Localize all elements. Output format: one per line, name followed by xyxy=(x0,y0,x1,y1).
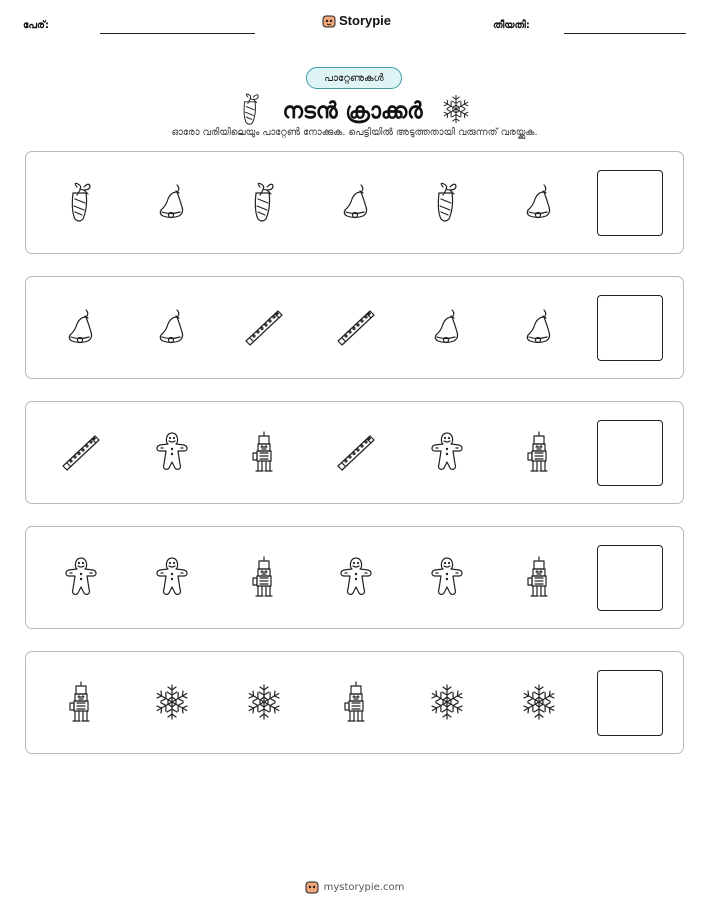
flute-icon xyxy=(60,430,102,474)
bell-icon xyxy=(518,305,560,349)
gingerbread-icon xyxy=(335,555,377,599)
bell-icon xyxy=(518,180,560,224)
snowflake-icon xyxy=(518,680,560,724)
flute-icon xyxy=(335,305,377,349)
bell-icon xyxy=(60,305,102,349)
pattern-row xyxy=(25,151,684,254)
flute-icon xyxy=(243,305,285,349)
gingerbread-icon xyxy=(151,555,193,599)
pattern-row xyxy=(25,401,684,504)
pattern-row xyxy=(25,276,684,379)
nutcracker-icon xyxy=(243,555,285,599)
answer-box[interactable] xyxy=(597,545,663,611)
answer-box[interactable] xyxy=(597,670,663,736)
bell-icon xyxy=(426,305,468,349)
flute-icon xyxy=(335,430,377,474)
category-tag: പാറ്റേണുകൾ xyxy=(306,67,402,89)
page-title: നടൻ ക്രാക്കർ xyxy=(282,98,423,124)
nutcracker-icon xyxy=(243,430,285,474)
ballet-slipper-icon xyxy=(426,180,468,224)
date-label: തീയതി: xyxy=(493,20,530,31)
snowflake-icon xyxy=(151,680,193,724)
name-label: പേര്: xyxy=(23,20,49,31)
ballet-slipper-icon xyxy=(60,180,102,224)
snowflake-icon xyxy=(426,680,468,724)
gingerbread-icon xyxy=(151,430,193,474)
nutcracker-icon xyxy=(60,680,102,724)
bell-icon xyxy=(151,305,193,349)
storypie-mascot-icon xyxy=(305,880,319,894)
pattern-row xyxy=(25,526,684,629)
nutcracker-icon xyxy=(518,430,560,474)
gingerbread-icon xyxy=(426,555,468,599)
nutcracker-icon xyxy=(518,555,560,599)
storypie-mascot-icon xyxy=(322,14,336,28)
answer-box[interactable] xyxy=(597,295,663,361)
ballet-slipper-icon xyxy=(243,180,285,224)
name-field[interactable] xyxy=(100,33,255,34)
bell-icon xyxy=(151,180,193,224)
pattern-row xyxy=(25,651,684,754)
date-field[interactable] xyxy=(564,33,686,34)
footer-url: mystorypie.com xyxy=(323,881,405,893)
bell-icon xyxy=(335,180,377,224)
brand-logo xyxy=(322,13,391,28)
snowflake-icon xyxy=(243,680,285,724)
gingerbread-icon xyxy=(60,555,102,599)
nutcracker-icon xyxy=(335,680,377,724)
gingerbread-icon xyxy=(426,430,468,474)
answer-box[interactable] xyxy=(597,170,663,236)
instructions: ഓരോ വരിയിലെയും പാറ്റേൺ നോക്കുക. പെട്ടിയിൽ അടുത്തതായി വരുന്നത് വരയ്ക്കുക. xyxy=(171,127,538,138)
brand-name: Storypie xyxy=(339,13,392,28)
footer xyxy=(0,880,709,894)
answer-box[interactable] xyxy=(597,420,663,486)
